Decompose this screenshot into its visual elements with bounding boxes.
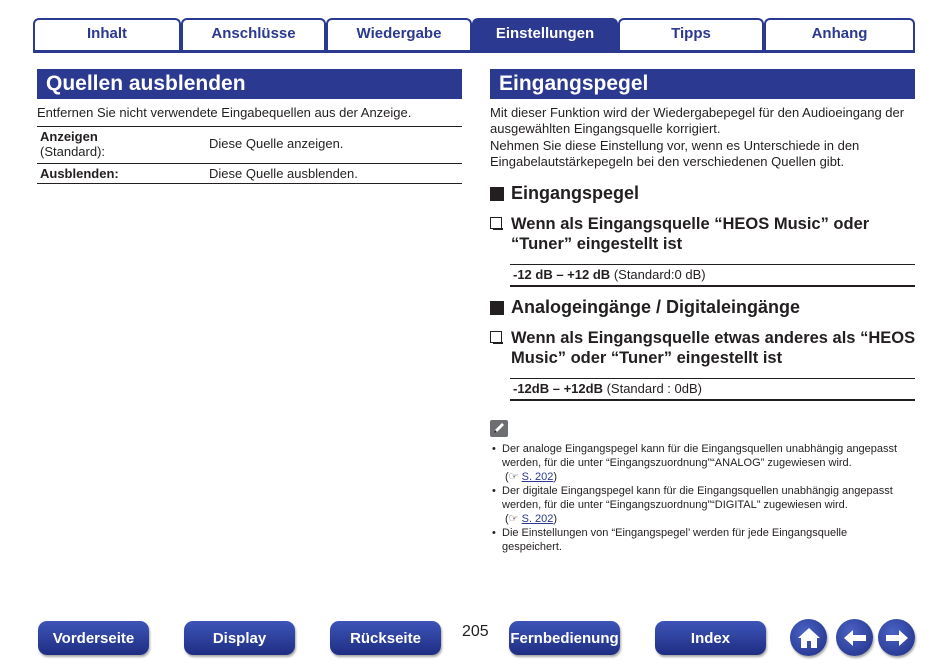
table-def: Diese Quelle ausblenden. <box>209 166 358 181</box>
display-button[interactable]: Display <box>184 621 295 655</box>
table-term-label: Anzeigen <box>40 129 98 144</box>
fernbedienung-button[interactable]: Fernbedienung <box>509 621 620 655</box>
bullet-dot: • <box>492 485 496 497</box>
condition-text <box>511 328 915 368</box>
range-top-rule <box>510 264 915 265</box>
section-heading-quellen-ausblenden: Quellen ausblenden <box>37 69 462 99</box>
note-line-2: gespeichert. <box>502 541 562 553</box>
range-bottom-rule <box>510 285 915 287</box>
table-term-label: Ausblenden: <box>40 166 119 181</box>
note-line-2: werden, für die unter “Eingangszuordnung”“DIGITAL” zugewiesen wird. <box>502 499 848 511</box>
table-term <box>40 129 105 159</box>
range-default: (Standard : 0dB) <box>606 381 702 396</box>
note-item <box>491 442 916 484</box>
tab-einstellungen[interactable]: Einstellungen <box>472 18 618 52</box>
range-default: (Standard:0 dB) <box>613 267 706 282</box>
range-box-1 <box>510 264 915 287</box>
condition-line-1: Wenn als Eingangsquelle etwas anderes als “HEOS <box>511 329 916 347</box>
range-value <box>513 267 706 282</box>
subheading-text: Eingangspegel <box>511 183 640 203</box>
rueckseite-button[interactable]: Rückseite <box>330 621 441 655</box>
right-intro-text-2: Nehmen Sie diese Einstellung vor, wenn es Unterschiede in den Eingabelautstärkepegeln bei den verschiedenen Quellen gibt. <box>490 138 860 169</box>
index-button[interactable]: Index <box>655 621 766 655</box>
tab-underline <box>33 50 915 53</box>
pencil-note-icon <box>490 420 508 437</box>
forward-button[interactable] <box>878 619 915 656</box>
range-value <box>513 381 702 396</box>
table-row <box>37 163 462 183</box>
range-text: -12dB – +12dB <box>513 381 603 396</box>
tab-anhang[interactable]: Anhang <box>764 18 915 52</box>
note-item <box>491 526 916 554</box>
notes-list <box>491 442 916 554</box>
page-number: 205 <box>462 623 489 640</box>
condition-line-2: Music” oder “Tuner” eingestellt ist <box>511 349 783 367</box>
tab-tipps[interactable]: Tipps <box>618 18 764 52</box>
page-reference[interactable]: (☞ S. 202) <box>505 513 558 525</box>
hand-pointer-icon: ☞ <box>508 471 519 483</box>
note-line-1: Der digitale Eingangspegel kann für die Eingangsquellen unabhängig angepasst <box>502 485 893 497</box>
table-def: Diese Quelle anzeigen. <box>209 136 344 151</box>
table-bottom-rule <box>37 183 462 184</box>
note-item <box>491 484 916 526</box>
table-term <box>40 166 119 181</box>
back-arrow-icon <box>842 628 868 648</box>
right-intro-text-1: Mit dieser Funktion wird der Wiedergabepegel für den Audioeingang der ausgewählten Eingangsquelle korrigiert. <box>490 105 905 136</box>
hand-pointer-icon: ☞ <box>508 513 519 525</box>
back-button[interactable] <box>836 619 873 656</box>
home-button[interactable] <box>790 619 827 656</box>
black-square-icon <box>490 187 504 201</box>
forward-arrow-icon <box>884 628 910 648</box>
vorderseite-button[interactable]: Vorderseite <box>38 621 149 655</box>
subheading-analog-digital <box>490 297 800 318</box>
note-line-1: Die Einstellungen von “Eingangspegel’ werden für jede Eingangsquelle <box>502 527 848 539</box>
range-bottom-rule <box>510 399 915 401</box>
condition-heos-tuner <box>490 214 915 256</box>
subheading-text: Analogeingänge / Digitaleingänge <box>511 297 801 317</box>
note-line-2: werden, für die unter “Eingangszuordnung”“ANALOG” zugewiesen wird. <box>502 457 852 469</box>
table-term-note: (Standard): <box>40 144 106 159</box>
left-intro-text: Entfernen Sie nicht verwendete Eingabequellen aus der Anzeige. <box>37 105 412 120</box>
condition-line-2: “Tuner” eingestellt ist <box>511 235 683 253</box>
checkbox-bullet-icon <box>490 331 502 343</box>
condition-line-1: Wenn als Eingangsquelle “HEOS Music” oder <box>511 215 870 233</box>
options-table <box>37 126 462 186</box>
note-line-1: Der analoge Eingangspegel kann für die Eingangsquellen unabhängig angepasst <box>502 443 898 455</box>
section-heading-eingangspegel: Eingangspegel <box>490 69 915 99</box>
checkbox-bullet-icon <box>490 217 502 229</box>
bullet-dot: • <box>492 527 496 539</box>
range-top-rule <box>510 378 915 379</box>
condition-text <box>511 214 869 254</box>
table-row <box>37 126 462 163</box>
tab-wiedergabe[interactable]: Wiedergabe <box>326 18 472 52</box>
range-box-2 <box>510 378 915 401</box>
condition-other-source <box>490 328 920 370</box>
subheading-eingangspegel <box>490 183 639 204</box>
page-reference-link[interactable]: S. 202 <box>521 513 554 525</box>
range-text: -12 dB – +12 dB <box>513 267 611 282</box>
bullet-dot: • <box>492 443 496 455</box>
page-reference[interactable]: (☞ S. 202) <box>505 471 558 483</box>
home-icon <box>796 626 822 650</box>
black-square-icon <box>490 301 504 315</box>
tab-anschluesse[interactable]: Anschlüsse <box>181 18 326 52</box>
tab-inhalt[interactable]: Inhalt <box>33 18 181 52</box>
tab-bar <box>0 0 950 56</box>
page-reference-link[interactable]: S. 202 <box>521 471 554 483</box>
